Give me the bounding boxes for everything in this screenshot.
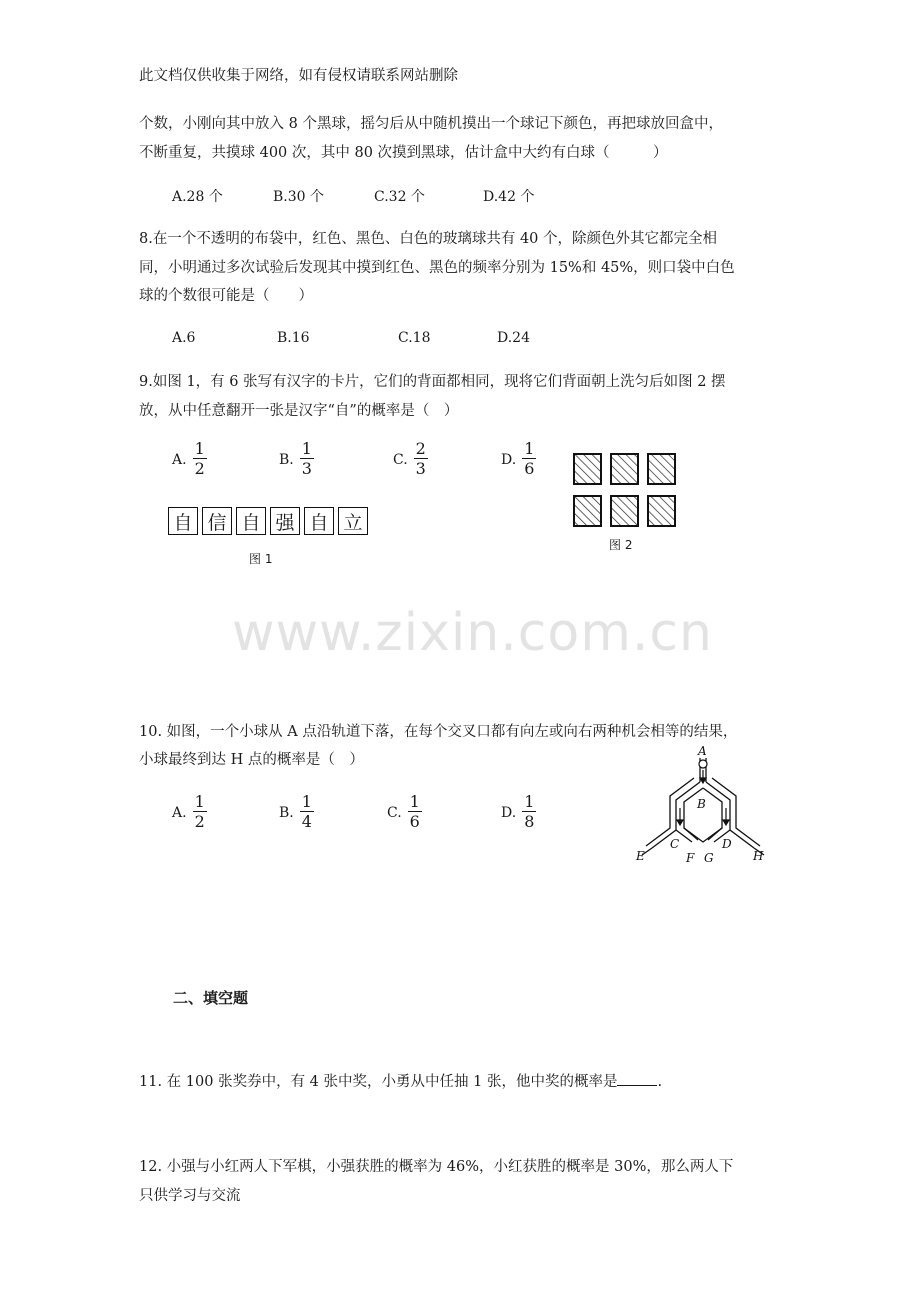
numerator: 1 bbox=[194, 439, 205, 458]
q10-option-a bbox=[172, 793, 207, 832]
q8-option-a: A.6 bbox=[172, 330, 196, 346]
q9-option-b-label: B. bbox=[279, 451, 294, 468]
q9-line-2: 放，从中任意翻开一张是汉字“自”的概率是（ ） bbox=[139, 403, 459, 419]
q9-option-a bbox=[172, 440, 207, 479]
card-3: 自 bbox=[236, 507, 266, 535]
q10-option-b-fraction bbox=[300, 793, 314, 832]
numerator: 1 bbox=[409, 792, 420, 811]
figure-2-card-backs bbox=[570, 450, 682, 532]
page-footer: 只供学习与交流 bbox=[139, 1188, 241, 1204]
figure-1-cards bbox=[168, 507, 368, 535]
q9-option-d-fraction bbox=[522, 440, 536, 479]
figure-2-caption: 图 2 bbox=[609, 538, 633, 552]
page-header: 此文档仅供收集于网络，如有侵权请联系网站删除 bbox=[139, 68, 458, 84]
label-d: D bbox=[722, 837, 732, 851]
numerator: 1 bbox=[301, 792, 312, 811]
card-1: 自 bbox=[168, 507, 198, 535]
card-6: 立 bbox=[338, 507, 368, 535]
numerator: 1 bbox=[301, 439, 312, 458]
label-g: G bbox=[704, 851, 714, 865]
watermark: www.zixin.com.cn bbox=[232, 603, 713, 663]
denominator: 3 bbox=[301, 459, 312, 478]
q9-option-b bbox=[279, 440, 314, 479]
answer-blank bbox=[617, 1071, 657, 1086]
label-c: C bbox=[670, 837, 680, 851]
q10-option-c-label: C. bbox=[387, 804, 402, 821]
q10-option-d-label: D. bbox=[501, 804, 517, 821]
q11-end: . bbox=[657, 1074, 663, 1090]
numerator: 1 bbox=[524, 439, 535, 458]
q10-option-c-fraction bbox=[408, 793, 422, 832]
q10-option-a-label: A. bbox=[172, 804, 187, 821]
q9-option-d bbox=[501, 440, 536, 479]
section-title: 二、填空题 bbox=[173, 989, 249, 1007]
denominator: 6 bbox=[409, 812, 420, 831]
q7-option-d: D.42 个 bbox=[483, 189, 535, 205]
q7-option-c: C.32 个 bbox=[374, 189, 425, 205]
denominator: 3 bbox=[415, 459, 426, 478]
ball-track-diagram bbox=[632, 742, 772, 868]
q7-line-1: 个数，小刚向其中放入 8 个黑球，摇匀后从中随机摸出一个球记下颜色，再把球放回盒中， bbox=[139, 116, 723, 132]
q11-text: 11. 在 100 张奖券中，有 4 张中奖，小勇从中任抽 1 张，他中奖的概率是 bbox=[139, 1074, 618, 1090]
q8-line-2: 同，小明通过多次试验后发现其中摸到红色、黑色的频率分别为 15%和 45%，则口袋中白色 bbox=[139, 260, 735, 276]
denominator: 8 bbox=[524, 812, 535, 831]
q9-option-a-fraction bbox=[193, 440, 207, 479]
q8-line-1: 8.在一个不透明的布袋中，红色、黑色、白色的玻璃球共有 40 个，除颜色外其它都完全相 bbox=[139, 231, 717, 247]
q10-option-c bbox=[387, 793, 422, 832]
q9-option-a-label: A. bbox=[172, 451, 187, 468]
q10-line-2: 小球最终到达 H 点的概率是（ ） bbox=[139, 752, 364, 768]
denominator: 2 bbox=[194, 812, 205, 831]
denominator: 2 bbox=[194, 459, 205, 478]
q8-option-c: C.18 bbox=[398, 330, 431, 346]
label-h: H bbox=[753, 849, 764, 863]
q9-option-c bbox=[393, 440, 428, 479]
q7-option-b: B.30 个 bbox=[273, 189, 325, 205]
q12-line-1: 12. 小强与小红两人下军棋，小强获胜的概率为 46%，小红获胜的概率是 30%，那么两人下 bbox=[139, 1159, 734, 1175]
numerator: 1 bbox=[524, 792, 535, 811]
card-5: 自 bbox=[304, 507, 334, 535]
numerator: 1 bbox=[194, 792, 205, 811]
q10-option-b bbox=[279, 793, 314, 832]
q10-option-a-fraction bbox=[193, 793, 207, 832]
q10-line-1: 10. 如图，一个小球从 A 点沿轨道下落，在每个交叉口都有向左或向右两种机会相等的结果， bbox=[139, 724, 738, 740]
q8-option-b: B.16 bbox=[277, 330, 310, 346]
q11-line bbox=[139, 1070, 662, 1094]
denominator: 6 bbox=[524, 459, 535, 478]
card-2: 信 bbox=[202, 507, 232, 535]
label-b: B bbox=[697, 797, 706, 811]
q10-option-b-label: B. bbox=[279, 804, 294, 821]
q9-option-c-fraction bbox=[414, 440, 428, 479]
figure-1-caption: 图 1 bbox=[249, 552, 273, 566]
q9-line-1: 9.如图 1，有 6 张写有汉字的卡片，它们的背面都相同，现将它们背面朝上洗匀后如图 2 摆 bbox=[139, 374, 726, 390]
denominator: 4 bbox=[301, 812, 312, 831]
q7-option-a: A.28 个 bbox=[172, 189, 223, 205]
q10-option-d bbox=[501, 793, 536, 832]
ball-icon bbox=[699, 760, 707, 768]
q8-option-d: D.24 bbox=[497, 330, 530, 346]
q8-line-3: 球的个数很可能是（ ） bbox=[139, 288, 313, 304]
q9-option-c-label: C. bbox=[393, 451, 408, 468]
label-a: A bbox=[698, 744, 707, 758]
q9-option-d-label: D. bbox=[501, 451, 517, 468]
q7-line-2: 不断重复，共摸球 400 次，其中 80 次摸到黑球，估计盒中大约有白球（ ） bbox=[139, 145, 668, 161]
q10-option-d-fraction bbox=[522, 793, 536, 832]
q9-option-b-fraction bbox=[300, 440, 314, 479]
label-e: E bbox=[636, 849, 645, 863]
label-f: F bbox=[686, 851, 695, 865]
numerator: 2 bbox=[415, 439, 426, 458]
card-4: 强 bbox=[270, 507, 300, 535]
